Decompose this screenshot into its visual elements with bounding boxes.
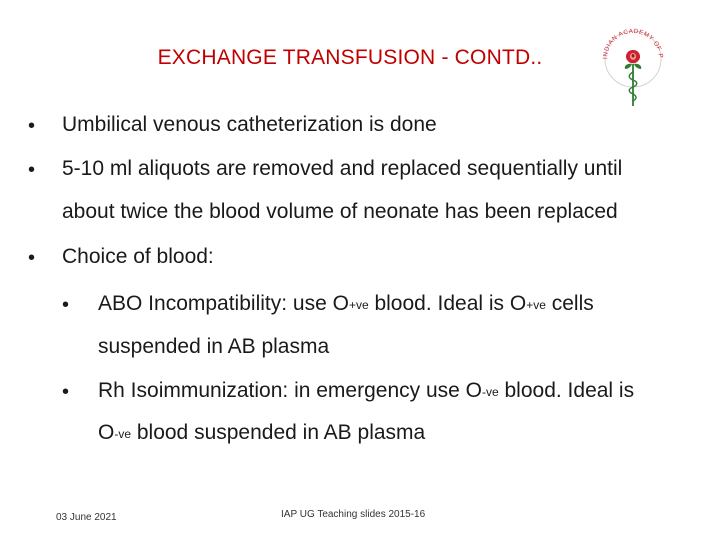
- bullet-marker: •: [28, 115, 36, 137]
- bullet-marker: •: [28, 159, 36, 181]
- sub-bullet-rh-line1: Rh Isoimmunization: in emergency use O-ve blood. Ideal is: [98, 379, 635, 402]
- bullet-aliquots-line1: 5-10 ml aliquots are removed and replaced sequentially until: [62, 157, 623, 180]
- footer-date: 03 June 2021: [56, 512, 117, 523]
- footer-source: IAP UG Teaching slides 2015-16: [281, 509, 426, 520]
- bullet-aliquots-line2: about twice the blood volume of neonate has been replaced: [62, 200, 618, 223]
- bullet-umbilical-catheterization: Umbilical venous catheterization is done: [62, 113, 437, 136]
- bullet-marker: •: [28, 247, 36, 269]
- sub-bullet-marker: •: [62, 294, 70, 316]
- logo-ring-text: INDIAN ACADEMY OF P: [601, 27, 665, 60]
- sub-bullet-abo-line1: ABO Incompatibility: use O+ve blood. Ideal is O+ve cells: [98, 292, 594, 315]
- bullet-choice-of-blood: Choice of blood:: [62, 245, 214, 268]
- sub-bullet-marker: •: [62, 381, 70, 403]
- sub-bullet-abo-line2: suspended in AB plasma: [98, 335, 330, 358]
- sub-bullet-rh-line2: O-ve blood suspended in AB plasma: [98, 421, 426, 444]
- slide-title: EXCHANGE TRANSFUSION - CONTD..: [157, 46, 543, 69]
